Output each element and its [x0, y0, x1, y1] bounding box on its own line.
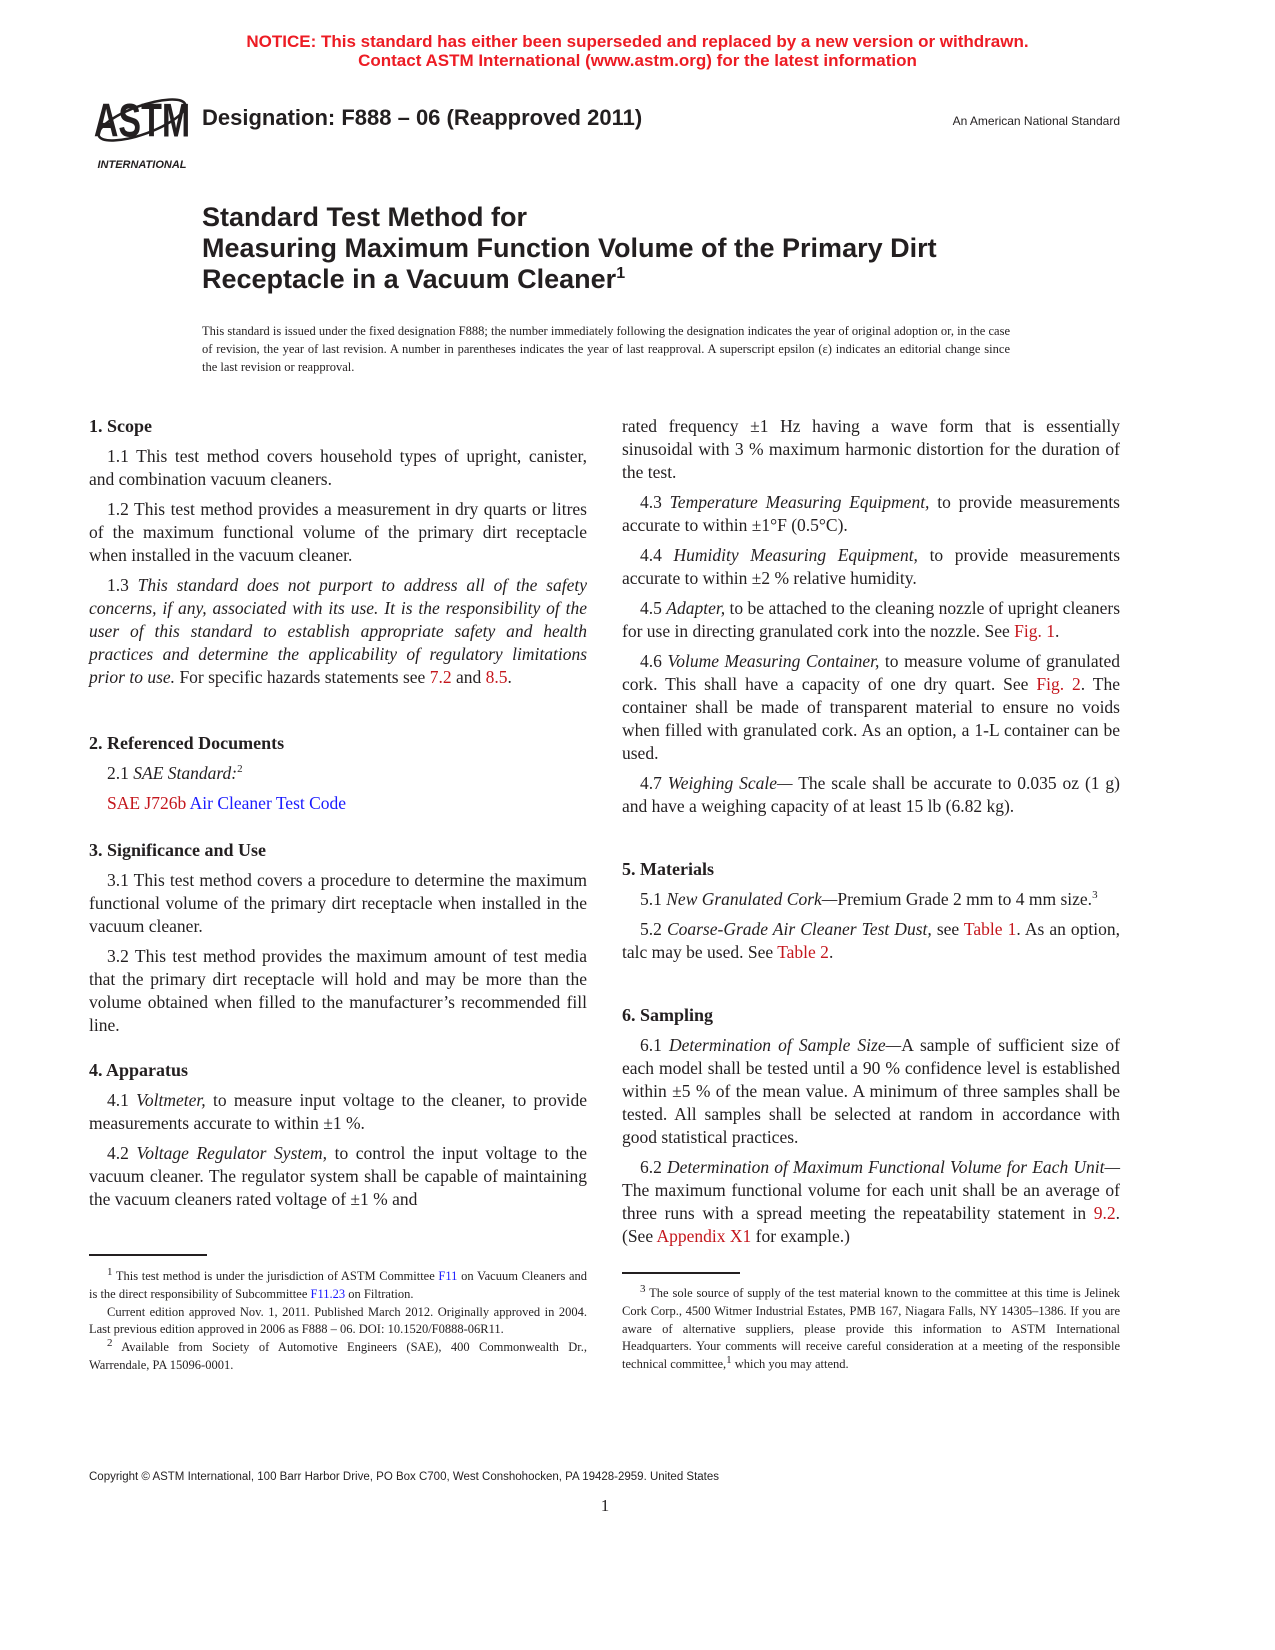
document-title: [202, 202, 937, 295]
cross-reference-link[interactable]: Table 1: [963, 919, 1017, 939]
paragraph: [89, 762, 587, 785]
text-segment: 4.4: [640, 545, 674, 565]
cross-reference-link[interactable]: 7.2: [429, 667, 452, 687]
section-heading: 5. Materials: [622, 859, 714, 879]
text-segment: on Vacuum Cleaners and is the direct responsibility of Subcommittee: [89, 1269, 588, 1301]
section-materials: [622, 858, 1120, 971]
text-segment: Weighing Scale—: [667, 773, 793, 793]
title-footnote-ref[interactable]: 1: [616, 265, 626, 282]
text-segment: . As an option, talc may be used. See: [622, 919, 1121, 962]
section-scope: [89, 415, 587, 696]
text-segment: . (See: [622, 1203, 1120, 1246]
text-segment: and: [451, 667, 486, 687]
paragraph: [622, 1034, 1120, 1149]
text-segment: 4.1: [107, 1090, 137, 1110]
paragraph: [622, 772, 1120, 818]
text-segment: Determination of Maximum Functional Volume for Each Unit—: [667, 1157, 1120, 1177]
paragraph: [622, 597, 1120, 643]
svg-text:INTERNATIONAL: INTERNATIONAL: [97, 159, 187, 171]
text-segment: Determination of Sample Size—: [668, 1035, 902, 1055]
text-segment: Premium Grade 2 mm to 4 mm size.: [837, 889, 1093, 909]
text-segment: to measure input voltage to the cleaner, to provide measurements accurate to within ±1 %.: [89, 1090, 587, 1133]
text-segment: New Granulated Cork—: [666, 889, 838, 909]
footnote-ref[interactable]: 3: [1092, 889, 1098, 902]
text-segment: For specific hazards statements see: [175, 667, 430, 687]
cross-reference-link[interactable]: Fig. 1: [1014, 621, 1056, 641]
paragraph: [622, 491, 1120, 537]
text-segment: on Filtration.: [345, 1286, 414, 1301]
text-segment: .: [1055, 621, 1060, 641]
footnote: [89, 1265, 588, 1304]
cross-reference-link[interactable]: Fig. 2: [1036, 674, 1081, 694]
text-segment: 4.6: [640, 651, 668, 671]
text-segment: Adapter,: [666, 598, 726, 618]
text-segment: 6.1: [640, 1035, 669, 1055]
text-segment: for example.): [751, 1226, 850, 1246]
text-segment: to measure volume of granulated cork. This shall have a capacity of one dry quart. See: [622, 651, 1121, 694]
paragraph: [622, 544, 1120, 590]
svg-text:ASTM: ASTM: [93, 94, 191, 147]
text-segment: Volume Measuring Container,: [667, 651, 880, 671]
footnote-ref[interactable]: 2: [237, 763, 243, 776]
issuance-statement: This standard is issued under the fixed designation F888; the number immediately following the designation indicates the year of original adoption or, in the case of revision, the year of last revision. A number in parentheses indicates the year of last reapproval. A superscript epsilon (ε) indicates an editorial change since the last revision or reapproval.: [202, 324, 1010, 374]
text-segment: 5.1: [640, 889, 667, 909]
paragraph: [89, 574, 587, 689]
text-segment: 4.2: [107, 1143, 137, 1163]
copyright: Copyright © ASTM International, 100 Barr Harbor Drive, PO Box C700, West Conshohocken, PA 19428-2959. United States: [89, 1471, 720, 1483]
cross-reference-link[interactable]: F11: [438, 1269, 458, 1283]
paragraph: [89, 792, 587, 815]
text-segment: 4.7: [640, 773, 668, 793]
paragraph: [89, 869, 587, 938]
text-segment: 6.2: [640, 1157, 668, 1177]
paragraph: [622, 1156, 1120, 1248]
footnote: [89, 1339, 587, 1375]
paragraph: [89, 1089, 587, 1135]
paragraph: [622, 888, 1120, 911]
text-segment: 4.3: [640, 492, 670, 512]
paragraph: [622, 415, 1120, 484]
section-apparatus: [89, 1059, 587, 1218]
text-segment: rated frequency ±1 Hz having a wave form that is essentially sinusoidal with 3 % maximum harmonic distortion for the duration of the test.: [622, 416, 1120, 482]
footnote: [89, 1304, 587, 1340]
footnotes-left: [89, 1265, 588, 1375]
title-line-1: Standard Test Method for: [202, 202, 528, 232]
text-segment: The scale shall be accurate to 0.035 oz (1 g) and have a weighing capacity of at least 15 lb (6.82 kg).: [622, 773, 1121, 816]
cross-reference-link[interactable]: F11.23: [310, 1286, 346, 1301]
text-segment: The sole source of supply of the test material known to the committee at this time is Jelinek Cork Corp., 4500 Witmer Industrial Estates, PMB 167, Niagara Falls, NY 14305–1386. If you are aware of alternative suppliers, please provide this information to ASTM International Headquarters. Your comments will receive careful consideration at a meeting of the responsible technical committee,: [622, 1286, 1120, 1372]
text-segment: 1.3: [107, 575, 138, 595]
section-heading: 2. Referenced Documents: [89, 733, 285, 753]
section-heading: 4. Apparatus: [89, 1060, 189, 1080]
title-line-3: Receptacle in a Vacuum Cleaner: [202, 264, 617, 294]
footnote-ref[interactable]: 2: [107, 1337, 113, 1350]
paragraph: [89, 498, 587, 567]
withdrawal-notice: [0, 32, 1275, 70]
section-significance: [89, 839, 587, 1044]
footnote-divider: [89, 1254, 207, 1256]
text-segment: Temperature Measuring Equipment,: [669, 492, 930, 512]
text-segment: 4.5: [640, 598, 667, 618]
text-segment: 5.2: [640, 919, 667, 939]
text-segment: This standard does not purport to address all of the safety concerns, if any, associated with its use. It is the responsibility of the user of this standard to establish appropriate safety and health practices and determine the applicability of regulatory limitations prior to use.: [89, 575, 587, 687]
paragraph: [89, 945, 587, 1037]
cross-reference-link[interactable]: Air Cleaner Test Code: [189, 793, 347, 813]
text-segment: which you may attend.: [731, 1357, 849, 1372]
text-segment: 3.2 This test method provides the maximum amount of test media that the primary dirt receptacle will hold and may be more than the volume obtained when filled to the manufacturer’s recommended fill line.: [89, 946, 587, 1035]
text-segment: .: [507, 667, 512, 687]
footnote-ref[interactable]: 1: [726, 1354, 732, 1367]
footnote-ref[interactable]: 1: [107, 1265, 113, 1278]
astm-logo: [92, 82, 192, 172]
section-heading: 3. Significance and Use: [89, 840, 267, 860]
text-segment: This test method is under the jurisdiction of ASTM Committee: [112, 1269, 439, 1283]
notice-line-2: Contact ASTM International (www.astm.org) for the latest information: [358, 51, 917, 70]
footnote-divider: [622, 1272, 740, 1274]
title-line-2: Measuring Maximum Function Volume of the Primary Dirt: [202, 233, 937, 263]
text-segment: 3.1 This test method covers a procedure to determine the maximum functional volume of the primary dirt receptacle when installed in the vacuum cleaner.: [89, 870, 587, 936]
paragraph: [622, 918, 1120, 964]
text-segment: Coarse-Grade Air Cleaner Test Dust,: [666, 919, 932, 939]
section-heading: 1. Scope: [89, 416, 152, 436]
paragraph: [622, 650, 1120, 765]
text-segment: Voltmeter,: [136, 1090, 206, 1110]
text-segment: to be attached to the cleaning nozzle of upright cleaners for use in directing granulated cork into the nozzle. See: [622, 598, 1121, 641]
text-segment: Humidity Measuring Equipment,: [673, 545, 918, 565]
cross-reference-link[interactable]: 8.5: [485, 667, 508, 687]
text-segment: Current edition approved Nov. 1, 2011. Published March 2012. Originally approved in 2004. Last previous edition approved in 2006 as F888 – 06. DOI: 10.1520/F0888-06R11.: [89, 1304, 587, 1337]
section-sampling: [622, 1004, 1120, 1255]
paragraph: [89, 445, 587, 491]
cross-reference-link[interactable]: Table 2: [777, 942, 829, 962]
section-heading: 6. Sampling: [622, 1005, 714, 1025]
footnote-ref[interactable]: 3: [640, 1282, 646, 1295]
designation: Designation: F888 – 06 (Reapproved 2011): [202, 105, 643, 130]
section-referenced-documents: [89, 732, 587, 822]
text-segment: to control the input voltage to the vacuum cleaner. The regulator system shall be capable of maintaining the vacuum cleaners rated voltage of ±1 % and: [89, 1143, 587, 1209]
text-segment: see: [931, 919, 964, 939]
text-segment: Voltage Regulator System,: [136, 1143, 328, 1163]
page-number: 1: [600, 1496, 610, 1515]
text-segment: Available from Society of Automotive Engineers (SAE), 400 Commonwealth Dr., Warrendale, PA 15096-0001.: [89, 1340, 587, 1372]
cross-reference-link[interactable]: Appendix X1: [656, 1226, 752, 1246]
text-segment: 1.1 This test method covers household types of upright, canister, and combination vacuum cleaners.: [89, 446, 587, 489]
text-segment: A sample of sufficient size of each model shall be tested until a 90 % confidence level is established within ±5 % of the mean value. A minimum of three samples shall be tested. All samples shall be selected at random in accordance with good statistical practices.: [622, 1035, 1121, 1147]
text-segment: .: [828, 942, 834, 962]
text-segment: 2.1: [107, 763, 134, 783]
paragraph: [89, 1142, 587, 1211]
footnotes-right: [622, 1282, 1120, 1374]
text-segment: to provide measurements accurate to within ±1°F (0.5°C).: [622, 492, 1120, 535]
section-apparatus-continued: [622, 415, 1120, 825]
footnote: [622, 1282, 1120, 1374]
text-segment: . The container shall be made of transparent material to ensure no voids when filled with granulated cork. As an option, a 1-L container can be used.: [622, 674, 1120, 763]
notice-line-1: NOTICE: This standard has either been superseded and replaced by a new version or withdrawn.: [246, 32, 1029, 51]
text-segment: 1.2 This test method provides a measurement in dry quarts or litres of the maximum functional volume of the primary dirt receptacle when installed in the vacuum cleaner.: [89, 499, 587, 565]
cross-reference-link[interactable]: 9.2: [1093, 1203, 1116, 1223]
text-segment: SAE Standard:: [133, 763, 238, 783]
american-national-standard: An American National Standard: [952, 114, 1120, 128]
cross-reference-link[interactable]: SAE J726b: [107, 793, 190, 813]
text-segment: to provide measurements accurate to within ±2 % relative humidity.: [622, 545, 1121, 588]
text-segment: The maximum functional volume for each unit shall be an average of three runs with a spread meeting the repeatability statement in: [622, 1180, 1120, 1223]
